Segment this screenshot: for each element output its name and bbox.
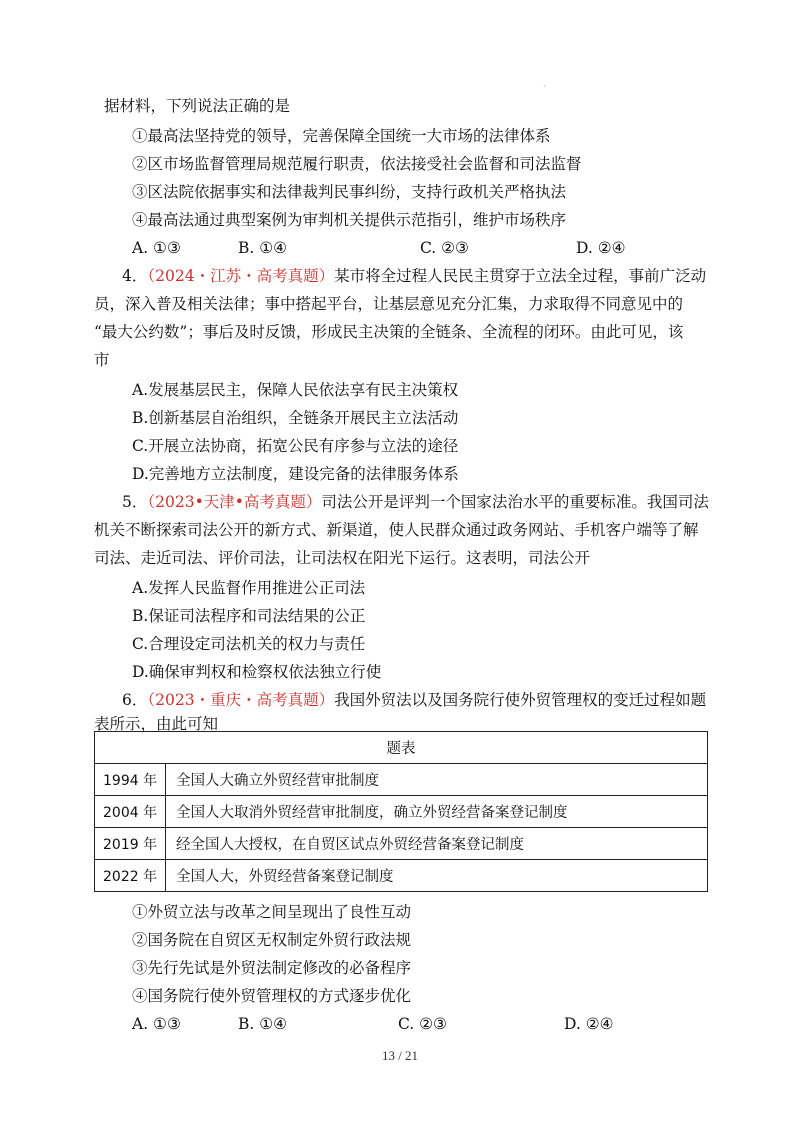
q4-stem-line-4: 市 bbox=[94, 351, 110, 369]
q4-stem-line-1: 某市将全过程人民民主贯穿于立法全过程，事前广泛动 bbox=[334, 267, 707, 285]
q4-first-line bbox=[122, 266, 706, 286]
table-text-cell: 全国人大，外贸经营备案登记制度 bbox=[166, 860, 708, 892]
q6-stem-line-1: 我国外贸法以及国务院行使外贸管理权的变迁过程如题 bbox=[334, 691, 707, 709]
q6-number: 6． bbox=[122, 691, 148, 709]
q5-stem-line-2: 机关不断探索司法公开的新方式、新渠道，使人民群众通过政务网站、手机客户端等了解 bbox=[94, 521, 699, 539]
table-year-cell: 2019 年 bbox=[95, 828, 166, 860]
header-mark: · bbox=[543, 82, 546, 91]
table-year-cell: 2004 年 bbox=[95, 796, 166, 828]
q6-option-b: B. ①④ bbox=[238, 1015, 288, 1033]
table-title: 题表 bbox=[95, 732, 708, 764]
page-number: 13 / 21 bbox=[381, 1048, 419, 1063]
q6-option-d: D. ②④ bbox=[564, 1015, 614, 1033]
q6-statement-1: ①外贸立法与改革之间呈现出了良性互动 bbox=[132, 903, 412, 921]
q6-statement-3: ③先行先试是外贸法制定修改的必备程序 bbox=[132, 959, 412, 977]
table-text-cell: 全国人大取消外贸经营审批制度，确立外贸经营备案登记制度 bbox=[166, 796, 708, 828]
q5-number: 5． bbox=[122, 493, 148, 511]
q3-statement-1: ①最高法坚持党的领导，完善保障全国统一大市场的法律体系 bbox=[132, 127, 551, 145]
q6-option-c: C. ②③ bbox=[398, 1015, 447, 1033]
q6-statement-2: ②国务院在自贸区无权制定外贸行政法规 bbox=[132, 931, 412, 949]
table-year-cell: 1994 年 bbox=[95, 764, 166, 796]
q5-option-d: D.确保审判权和检察权依法独立行使 bbox=[132, 663, 382, 681]
table-text-cell: 全国人大确立外贸经营审批制度 bbox=[166, 764, 708, 796]
q6-first-line bbox=[122, 690, 706, 710]
q3-statement-4: ④最高法通过典型案例为审判机关提供示范指引，维护市场秩序 bbox=[132, 211, 567, 229]
q4-source: （2024・江苏・高考真题） bbox=[147, 267, 335, 285]
table-row bbox=[95, 860, 708, 892]
q3-option-b: B. ①④ bbox=[238, 239, 288, 257]
q3-option-a: A. ①③ bbox=[132, 239, 181, 257]
q5-stem-line-1: 司法公开是评判一个国家法治水平的重要标准。我国司法 bbox=[321, 493, 709, 511]
q4-option-b: B.创新基层自治组织，全链条开展民主立法活动 bbox=[132, 409, 459, 427]
q3-statement-2: ②区市场监督管理局规范履行职责，依法接受社会监督和司法监督 bbox=[132, 155, 582, 173]
q4-stem-line-2: 员，深入普及相关法律；事中搭起平台，让基层意见充分汇集，力求取得不同意见中的 bbox=[94, 295, 684, 313]
q6-source: （2023・重庆・高考真题） bbox=[147, 691, 335, 709]
q5-option-c: C.合理设定司法机关的权力与责任 bbox=[132, 635, 366, 653]
q4-option-a: A.发展基层民主，保障人民依法享有民主决策权 bbox=[132, 381, 459, 399]
table-header-row bbox=[95, 732, 708, 764]
q5-first-line bbox=[122, 492, 709, 512]
q5-option-a: A.发挥人民监督作用推进公正司法 bbox=[132, 579, 366, 597]
table-row bbox=[95, 796, 708, 828]
q6-statement-4: ④国务院行使外贸管理权的方式逐步优化 bbox=[132, 987, 412, 1005]
table-text-cell: 经全国人大授权，在自贸区试点外贸经营备案登记制度 bbox=[166, 828, 708, 860]
q4-stem-line-3: “最大公约数”；事后及时反馈，形成民主决策的全链条、全流程的闭环。由此可见，该 bbox=[94, 323, 684, 341]
q6-option-a: A. ①③ bbox=[132, 1015, 181, 1033]
q3-option-c: C. ②③ bbox=[420, 239, 469, 257]
table-year-cell: 2022 年 bbox=[95, 860, 166, 892]
q5-option-b: B.保证司法程序和司法结果的公正 bbox=[132, 607, 366, 625]
q3-stem-tail: 据材料，下列说法正确的是 bbox=[104, 97, 291, 115]
q5-stem-line-3: 司法、走近司法、评价司法，让司法权在阳光下运行。这表明，司法公开 bbox=[94, 549, 591, 567]
q4-option-d: D.完善地方立法制度，建设完备的法律服务体系 bbox=[132, 465, 459, 483]
q3-statement-3: ③区法院依据事实和法律裁判民事纠纷，支持行政机关严格执法 bbox=[132, 183, 567, 201]
q3-option-d: D. ②④ bbox=[576, 239, 626, 257]
table-row bbox=[95, 764, 708, 796]
q5-source: （2023•天津•高考真题） bbox=[147, 493, 322, 511]
q6-stem-line-2: 表所示，由此可知 bbox=[94, 715, 219, 733]
q6-table bbox=[94, 731, 708, 892]
q4-option-c: C.开展立法协商，拓宽公民有序参与立法的途径 bbox=[132, 437, 459, 455]
q4-number: 4． bbox=[122, 267, 148, 285]
table-row bbox=[95, 828, 708, 860]
